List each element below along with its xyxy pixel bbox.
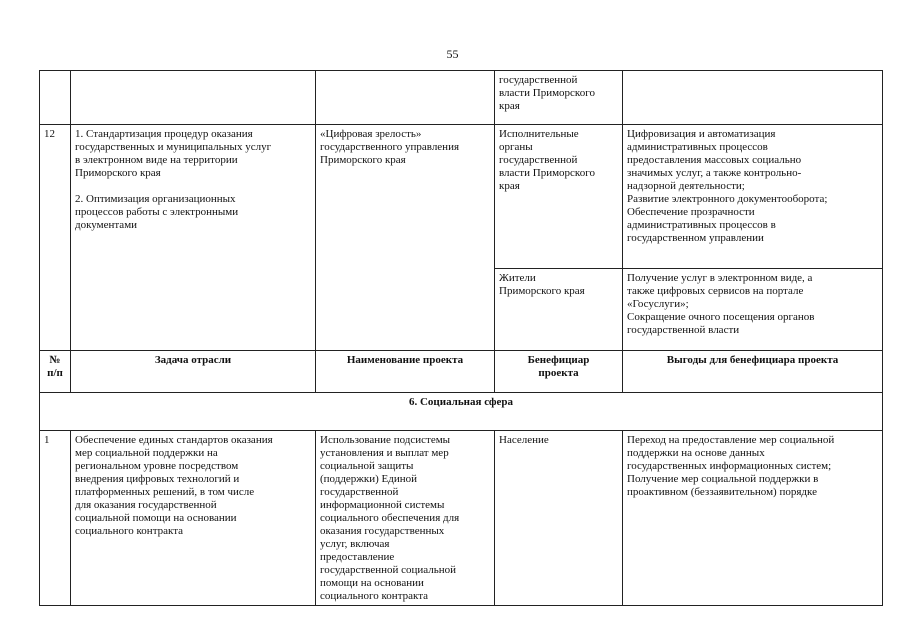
row-12-beneficiary-a-cell bbox=[495, 125, 623, 269]
row-12-beneficiary-line: края bbox=[499, 180, 520, 192]
row-12-benefit-line: надзорной деятельности; bbox=[627, 180, 745, 192]
cont-benefit-cell bbox=[623, 71, 883, 125]
row-1-benefit-line: Переход на предоставление мер социальной bbox=[627, 434, 835, 446]
row-1-benefit-cell bbox=[623, 431, 883, 606]
header-num-cell bbox=[40, 351, 71, 393]
row-1-beneficiary: Население bbox=[495, 431, 623, 606]
projects-table bbox=[39, 70, 883, 606]
section-title: 6. Социальная сфера bbox=[40, 393, 883, 431]
row-12-benefit-line: государственной власти bbox=[627, 324, 740, 336]
row-12-beneficiary-line: государственной bbox=[499, 154, 578, 166]
row-12-benefit-line: также цифровых сервисов на портале bbox=[627, 285, 804, 297]
row-1-task-line: социального контракта bbox=[75, 525, 184, 537]
row-1-project-line: (поддержки) Единой bbox=[320, 473, 418, 485]
row-1 bbox=[40, 431, 883, 606]
row-12-a bbox=[40, 125, 883, 269]
table-header-row bbox=[40, 351, 883, 393]
row-1-benefit-line: государственных информационных систем; bbox=[627, 460, 832, 472]
row-1-benefit-line: поддержки на основе данных bbox=[627, 447, 765, 459]
row-12-beneficiary-b-cell bbox=[495, 269, 623, 351]
row-1-project-line: помощи на основании bbox=[320, 577, 424, 589]
header-beneficiary-cell bbox=[495, 351, 623, 393]
row-12-beneficiary-line: органы bbox=[499, 141, 533, 153]
row-1-project-line: государственной социальной bbox=[320, 564, 457, 576]
row-1-project-line: социальной защиты bbox=[320, 460, 414, 472]
row-12-benefit-line: «Госуслуги»; bbox=[627, 298, 689, 310]
row-12-project-line: государственного управления bbox=[320, 141, 460, 153]
row-1-task-line: Обеспечение единых стандартов оказания bbox=[75, 434, 273, 446]
row-1-project-line: социального обеспечения для bbox=[320, 512, 460, 524]
row-12-benefit-line: Сокращение очного посещения органов bbox=[627, 311, 815, 323]
header-num-line: п/п bbox=[47, 367, 63, 379]
row-12-number: 12 bbox=[40, 125, 71, 351]
row-1-project-line: государственной bbox=[320, 486, 399, 498]
header-beneficiary-line: Бенефициар bbox=[527, 354, 590, 366]
row-1-task-line: мер социальной поддержки на bbox=[75, 447, 218, 459]
row-1-task-cell bbox=[71, 431, 316, 606]
row-1-task-line: для оказания государственной bbox=[75, 499, 217, 511]
row-12-project-line: Приморского края bbox=[320, 154, 406, 166]
row-12-task-line: государственных и муниципальных услуг bbox=[75, 141, 272, 153]
row-1-project-cell bbox=[316, 431, 495, 606]
row-12-task-line: процессов работы с электронными bbox=[75, 206, 239, 218]
row-1-benefit-line: проактивном (беззаявительном) порядке bbox=[627, 486, 817, 498]
row-1-task-line: платформенных решений, в том числе bbox=[75, 486, 255, 498]
row-12-project-line: «Цифровая зрелость» bbox=[320, 128, 422, 140]
row-12-project-cell bbox=[316, 125, 495, 351]
header-project: Наименование проекта bbox=[316, 351, 495, 393]
row-12-benefit-line: Цифровизация и автоматизация bbox=[627, 128, 776, 140]
cont-num-cell bbox=[40, 71, 71, 125]
header-beneficiary-line: проекта bbox=[538, 367, 579, 379]
row-1-project-line: услуг, включая bbox=[320, 538, 390, 550]
row-12-benefit-line: предоставления массовых социально bbox=[627, 154, 802, 166]
row-12-task-line: в электронном виде на территории bbox=[75, 154, 238, 166]
row-12-benefit-line: Обеспечение прозрачности bbox=[627, 206, 755, 218]
row-1-task-line: региональном уровне посредством bbox=[75, 460, 239, 472]
row-1-benefit-line: Получение мер социальной поддержки в bbox=[627, 473, 819, 485]
continuation-row bbox=[40, 71, 883, 125]
row-1-project-line: Использование подсистемы bbox=[320, 434, 451, 446]
row-12-benefit-line: значимых услуг, а также контрольно- bbox=[627, 167, 802, 179]
cont-beneficiary-line: власти Приморского bbox=[499, 87, 595, 99]
row-1-task-line: внедрения цифровых технологий и bbox=[75, 473, 240, 485]
row-1-project-line: установления и выплат мер bbox=[320, 447, 449, 459]
header-task: Задача отрасли bbox=[71, 351, 316, 393]
row-12-task-cell bbox=[71, 125, 316, 351]
row-12-benefit-line: административных процессов в bbox=[627, 219, 776, 231]
row-12-benefit-line: административных процессов bbox=[627, 141, 768, 153]
row-12-beneficiary-line: Жители bbox=[499, 272, 536, 284]
row-1-project-line: социального контракта bbox=[320, 590, 429, 602]
cont-beneficiary-line: государственной bbox=[499, 74, 578, 86]
row-12-benefit-b-cell bbox=[623, 269, 883, 351]
row-12-benefit-line: государственном управлении bbox=[627, 232, 764, 244]
row-12-task-line: Приморского края bbox=[75, 167, 161, 179]
header-benefit: Выгоды для бенефициара проекта bbox=[623, 351, 883, 393]
row-12-beneficiary-line: Исполнительные bbox=[499, 128, 579, 140]
row-12-beneficiary-line: Приморского края bbox=[499, 285, 585, 297]
row-1-number: 1 bbox=[40, 431, 71, 606]
cont-beneficiary-line: края bbox=[499, 100, 520, 112]
row-1-project-line: информационной системы bbox=[320, 499, 445, 511]
row-12-task-line: документами bbox=[75, 219, 138, 231]
header-num-line: № bbox=[49, 354, 61, 366]
row-12-task-line: 1. Стандартизация процедур оказания bbox=[75, 128, 253, 140]
row-12-benefit-line: Получение услуг в электронном виде, а bbox=[627, 272, 813, 284]
row-12-beneficiary-line: власти Приморского bbox=[499, 167, 595, 179]
row-1-project-line: оказания государственных bbox=[320, 525, 445, 537]
section-row bbox=[40, 393, 883, 431]
row-12-benefit-line: Развитие электронного документооборота; bbox=[627, 193, 828, 205]
cont-beneficiary-cell bbox=[495, 71, 623, 125]
row-12-benefit-a-cell bbox=[623, 125, 883, 269]
row-12-task-line: 2. Оптимизация организационных bbox=[75, 193, 236, 205]
row-1-task-line: социальной помощи на основании bbox=[75, 512, 237, 524]
row-1-project-line: предоставление bbox=[320, 551, 395, 563]
page-number: 55 bbox=[446, 47, 459, 61]
cont-project-cell bbox=[316, 71, 495, 125]
cont-task-cell bbox=[71, 71, 316, 125]
